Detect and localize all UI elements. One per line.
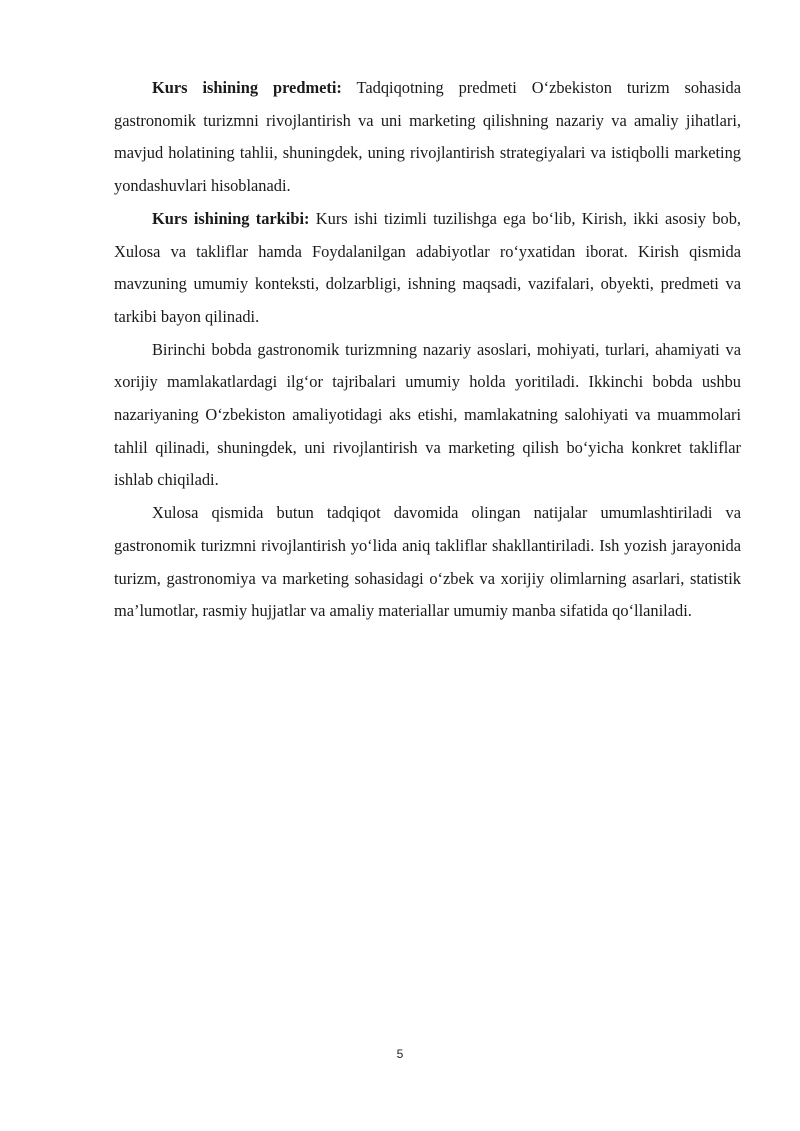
page-number: 5 [396,1047,404,1061]
paragraph-text: Tadqiqotning predmeti O‘zbekiston turizm sohasida gastronomik turizmni rivojlantirish va uni marketing qilishning nazariy va amaliy jihatlari, mavjud holatining tahlii, shuningdek, uning rivojlantirish strategiyalari va istiqbolli marketing yondashuvlari hisoblanadi. [114,78,741,196]
paragraph-structure [114,203,741,334]
paragraph-text: Kurs ishi tizimli tuzilishga ega bo‘lib, Kirish, ikki asosiy bob, Xulosa va takliflar hamda Foydalanilgan adabiyotlar ro‘yxatidan iborat. Kirish qismida mavzuning umumiy konteksti, dolzarbligi, ishning maqsadi, vazifalari, obyekti, predmeti va tarkibi bayon qilinadi. [114,208,742,326]
document-body [114,72,741,628]
paragraph-lead: Kurs ishining tarkibi: [152,208,310,228]
paragraph-lead: Kurs ishining predmeti: [152,78,342,97]
paragraph-conclusion [114,497,741,628]
paragraph-text: Birinchi bobda gastronomik turizmning nazariy asoslari, mohiyati, turlari, ahamiyati va xorijiy mamlakatlardagi ilg‘or tajribalari umumiy holda yoritiladi. Ikkinchi bobda ushbu nazariyaning O‘zbekiston amaliyotidagi aks etishi, mamlakatning salohiyati va muammolari tahlil qilinadi, shuningdek, uni rivojlantirish va marketing qilish bo‘yicha konkret takliflar ishlab chiqiladi. [114,339,741,490]
paragraph-subject [114,72,741,203]
paragraph-chapters [114,334,741,498]
paragraph-text: Xulosa qismida butun tadqiqot davomida olingan natijalar umumlashtiriladi va gastronomik turizmni rivojlantirish yo‘lida aniq takliflar shakllantiriladi. Ish yozish jarayonida turizm, gastronomiya va marketing sohasidagi o‘zbek va xorijiy olimlarning asarlari, statistik ma’lumotlar, rasmiy hujjatlar va amaliy materiallar umumiy manba sifatida qo‘llaniladi. [114,503,741,621]
